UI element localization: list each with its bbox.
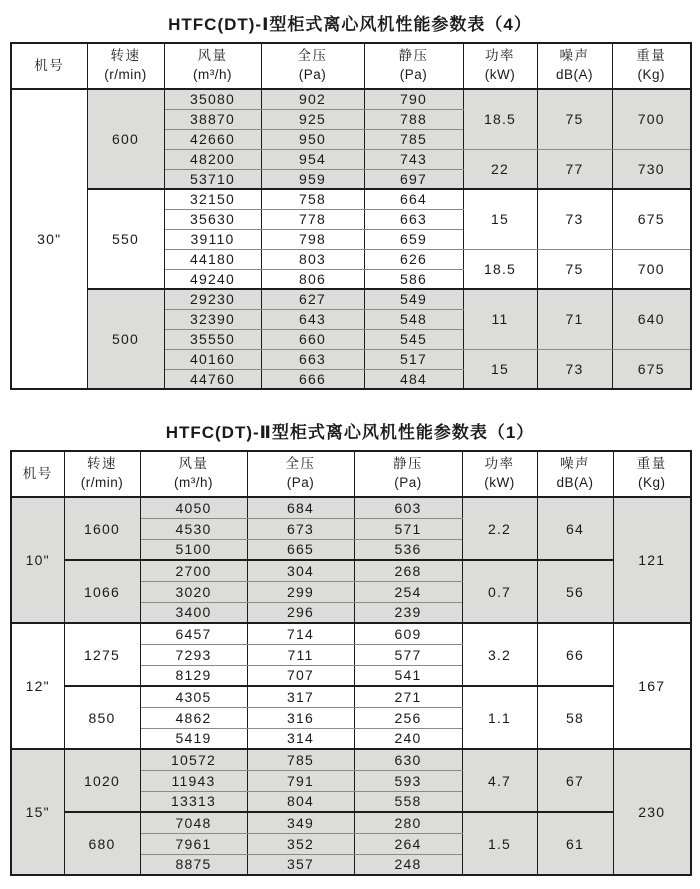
power-cell: 15 xyxy=(463,189,537,249)
total-pressure-cell: 666 xyxy=(261,369,364,389)
weight-cell: 640 xyxy=(612,289,691,349)
flow-cell: 7048 xyxy=(140,812,247,833)
power-cell: 1.1 xyxy=(462,686,537,749)
flow-cell: 48200 xyxy=(164,149,261,169)
header-line1: 机号 xyxy=(34,57,65,73)
header-line1: 功率 xyxy=(485,48,515,64)
table2-title: HTFC(DT)-Ⅱ型柜式离心风机性能参数表（1） xyxy=(165,423,535,442)
document-page xyxy=(0,10,700,881)
static-pressure-cell: 548 xyxy=(364,309,463,329)
table-row xyxy=(11,749,691,770)
total-pressure-cell: 314 xyxy=(247,728,354,749)
static-pressure-cell: 790 xyxy=(364,89,463,109)
header-row xyxy=(11,451,691,497)
flow-cell: 35550 xyxy=(164,329,261,349)
flow-cell: 7961 xyxy=(140,833,247,854)
flow-cell: 32150 xyxy=(164,189,261,209)
static-pressure-cell: 268 xyxy=(354,560,462,581)
power-cell: 2.2 xyxy=(462,497,537,560)
header-line2: (Pa) xyxy=(298,67,327,82)
total-pressure-cell: 714 xyxy=(247,623,354,644)
speed-cell: 550 xyxy=(87,189,164,289)
flow-cell: 5100 xyxy=(140,539,247,560)
header-line1: 风量 xyxy=(197,48,228,64)
header-line2: (Kg) xyxy=(637,67,665,82)
flow-cell: 44760 xyxy=(164,369,261,389)
noise-cell: 73 xyxy=(537,349,612,389)
weight-cell: 700 xyxy=(612,89,691,149)
total-pressure-cell: 798 xyxy=(261,229,364,249)
static-pressure-cell: 659 xyxy=(364,229,463,249)
static-pressure-cell: 586 xyxy=(364,269,463,289)
flow-cell: 40160 xyxy=(164,349,261,369)
total-pressure-cell: 357 xyxy=(247,854,354,875)
header-cell xyxy=(613,451,691,497)
power-cell: 0.7 xyxy=(462,560,537,623)
flow-cell: 4050 xyxy=(140,497,247,518)
flow-cell: 8129 xyxy=(140,665,247,686)
header-line1: 风量 xyxy=(178,456,209,472)
noise-cell: 64 xyxy=(537,497,613,560)
power-cell: 4.7 xyxy=(462,749,537,812)
machine-cell: 30" xyxy=(11,89,87,389)
power-cell: 1.5 xyxy=(462,812,537,875)
header-line2: dB(A) xyxy=(555,67,593,82)
noise-cell: 71 xyxy=(537,289,612,349)
header-cell xyxy=(364,43,463,89)
header-cell xyxy=(537,43,612,89)
table1-title: HTFC(DT)-Ⅰ型柜式离心风机性能参数表（4） xyxy=(168,15,532,34)
flow-cell: 39110 xyxy=(164,229,261,249)
total-pressure-cell: 627 xyxy=(261,289,364,309)
flow-cell: 11943 xyxy=(140,770,247,791)
flow-cell: 49240 xyxy=(164,269,261,289)
flow-cell: 2700 xyxy=(140,560,247,581)
weight-cell: 700 xyxy=(612,249,691,289)
header-line1: 重量 xyxy=(636,456,667,472)
header-line2: dB(A) xyxy=(556,475,594,490)
static-pressure-cell: 271 xyxy=(354,686,462,707)
header-cell xyxy=(11,43,87,89)
header-line1: 全压 xyxy=(285,456,316,472)
flow-cell: 44180 xyxy=(164,249,261,269)
static-pressure-cell: 240 xyxy=(354,728,462,749)
header-line1: 重量 xyxy=(636,48,667,64)
flow-cell: 3020 xyxy=(140,581,247,602)
power-cell: 11 xyxy=(463,289,537,349)
header-line2: (m³/h) xyxy=(193,67,232,82)
header-line1: 转速 xyxy=(87,456,117,472)
table-row xyxy=(11,560,691,581)
static-pressure-cell: 541 xyxy=(354,665,462,686)
flow-cell: 38870 xyxy=(164,109,261,129)
static-pressure-cell: 264 xyxy=(354,833,462,854)
header-cell xyxy=(612,43,691,89)
header-line2: (Kg) xyxy=(637,475,666,490)
header-line1: 功率 xyxy=(484,456,515,472)
machine-cell: 12" xyxy=(11,623,64,749)
table-body xyxy=(11,497,691,875)
header-cell xyxy=(537,451,613,497)
flow-cell: 4305 xyxy=(140,686,247,707)
noise-cell: 75 xyxy=(537,89,612,149)
noise-cell: 61 xyxy=(537,812,613,875)
header-line1: 静压 xyxy=(393,456,423,472)
total-pressure-cell: 711 xyxy=(247,644,354,665)
speed-cell: 600 xyxy=(87,89,164,189)
total-pressure-cell: 925 xyxy=(261,109,364,129)
static-pressure-cell: 517 xyxy=(364,349,463,369)
total-pressure-cell: 684 xyxy=(247,497,354,518)
noise-cell: 67 xyxy=(537,749,613,812)
total-pressure-cell: 643 xyxy=(261,309,364,329)
static-pressure-cell: 484 xyxy=(364,369,463,389)
static-pressure-cell: 785 xyxy=(364,129,463,149)
table-row xyxy=(11,289,691,309)
flow-cell: 35080 xyxy=(164,89,261,109)
flow-cell: 7293 xyxy=(140,644,247,665)
static-pressure-cell: 239 xyxy=(354,602,462,623)
flow-cell: 8875 xyxy=(140,854,247,875)
power-cell: 3.2 xyxy=(462,623,537,686)
total-pressure-cell: 660 xyxy=(261,329,364,349)
static-pressure-cell: 788 xyxy=(364,109,463,129)
table-row xyxy=(11,189,691,209)
static-pressure-cell: 626 xyxy=(364,249,463,269)
total-pressure-cell: 317 xyxy=(247,686,354,707)
header-row xyxy=(11,43,691,89)
header-cell xyxy=(247,451,354,497)
static-pressure-cell: 280 xyxy=(354,812,462,833)
table-header xyxy=(11,43,691,89)
total-pressure-cell: 296 xyxy=(247,602,354,623)
table-row xyxy=(11,497,691,518)
flow-cell: 4862 xyxy=(140,707,247,728)
total-pressure-cell: 665 xyxy=(247,539,354,560)
total-pressure-cell: 352 xyxy=(247,833,354,854)
total-pressure-cell: 785 xyxy=(247,749,354,770)
header-line1: 转速 xyxy=(110,48,141,64)
static-pressure-cell: 558 xyxy=(354,791,462,812)
static-pressure-cell: 545 xyxy=(364,329,463,349)
table-row xyxy=(11,686,691,707)
header-cell xyxy=(463,43,537,89)
header-cell xyxy=(87,43,164,89)
static-pressure-cell: 663 xyxy=(364,209,463,229)
table-row xyxy=(11,89,691,109)
total-pressure-cell: 806 xyxy=(261,269,364,289)
speed-cell: 680 xyxy=(64,812,140,875)
static-pressure-cell: 256 xyxy=(354,707,462,728)
static-pressure-cell: 577 xyxy=(354,644,462,665)
flow-cell: 4530 xyxy=(140,518,247,539)
header-line1: 噪声 xyxy=(559,48,590,64)
table-row xyxy=(11,812,691,833)
header-line2: (Pa) xyxy=(399,67,428,82)
flow-cell: 13313 xyxy=(140,791,247,812)
header-cell xyxy=(140,451,247,497)
static-pressure-cell: 609 xyxy=(354,623,462,644)
header-line2: (r/min) xyxy=(80,475,124,490)
total-pressure-cell: 954 xyxy=(261,149,364,169)
header-line2: (r/min) xyxy=(104,67,147,82)
machine-cell: 10" xyxy=(11,497,64,623)
static-pressure-cell: 603 xyxy=(354,497,462,518)
speed-cell: 1275 xyxy=(64,623,140,686)
header-cell xyxy=(11,451,64,497)
static-pressure-cell: 664 xyxy=(364,189,463,209)
total-pressure-cell: 673 xyxy=(247,518,354,539)
weight-cell: 730 xyxy=(612,149,691,189)
flow-cell: 53710 xyxy=(164,169,261,189)
flow-cell: 5419 xyxy=(140,728,247,749)
total-pressure-cell: 791 xyxy=(247,770,354,791)
total-pressure-cell: 950 xyxy=(261,129,364,149)
total-pressure-cell: 778 xyxy=(261,209,364,229)
perf-table-2 xyxy=(10,450,692,876)
header-cell xyxy=(64,451,140,497)
table-row xyxy=(11,623,691,644)
total-pressure-cell: 663 xyxy=(261,349,364,369)
speed-cell: 1066 xyxy=(64,560,140,623)
flow-cell: 6457 xyxy=(140,623,247,644)
total-pressure-cell: 304 xyxy=(247,560,354,581)
static-pressure-cell: 254 xyxy=(354,581,462,602)
static-pressure-cell: 593 xyxy=(354,770,462,791)
static-pressure-cell: 697 xyxy=(364,169,463,189)
header-cell xyxy=(164,43,261,89)
header-cell xyxy=(462,451,537,497)
power-cell: 15 xyxy=(463,349,537,389)
total-pressure-cell: 758 xyxy=(261,189,364,209)
flow-cell: 35630 xyxy=(164,209,261,229)
header-line2: (Pa) xyxy=(286,475,315,490)
flow-cell: 10572 xyxy=(140,749,247,770)
header-line1: 全压 xyxy=(297,48,328,64)
noise-cell: 56 xyxy=(537,560,613,623)
flow-cell: 29230 xyxy=(164,289,261,309)
weight-cell: 675 xyxy=(612,189,691,249)
weight-cell: 675 xyxy=(612,349,691,389)
total-pressure-cell: 299 xyxy=(247,581,354,602)
header-line1: 静压 xyxy=(398,48,429,64)
table-header xyxy=(11,451,691,497)
flow-cell: 42660 xyxy=(164,129,261,149)
table-body xyxy=(11,89,691,389)
noise-cell: 66 xyxy=(537,623,613,686)
static-pressure-cell: 743 xyxy=(364,149,463,169)
weight-cell: 121 xyxy=(613,497,691,623)
header-line2: (kW) xyxy=(484,475,515,490)
weight-cell: 230 xyxy=(613,749,691,875)
speed-cell: 850 xyxy=(64,686,140,749)
static-pressure-cell: 630 xyxy=(354,749,462,770)
total-pressure-cell: 803 xyxy=(261,249,364,269)
header-cell xyxy=(261,43,364,89)
header-cell xyxy=(354,451,462,497)
noise-cell: 77 xyxy=(537,149,612,189)
static-pressure-cell: 571 xyxy=(354,518,462,539)
noise-cell: 75 xyxy=(537,249,612,289)
weight-cell: 167 xyxy=(613,623,691,749)
power-cell: 18.5 xyxy=(463,89,537,149)
static-pressure-cell: 549 xyxy=(364,289,463,309)
speed-cell: 1020 xyxy=(64,749,140,812)
speed-cell: 500 xyxy=(87,289,164,389)
total-pressure-cell: 349 xyxy=(247,812,354,833)
noise-cell: 73 xyxy=(537,189,612,249)
header-line2: (Pa) xyxy=(394,475,422,490)
machine-cell: 15" xyxy=(11,749,64,875)
static-pressure-cell: 248 xyxy=(354,854,462,875)
total-pressure-cell: 902 xyxy=(261,89,364,109)
power-cell: 18.5 xyxy=(463,249,537,289)
total-pressure-cell: 804 xyxy=(247,791,354,812)
flow-cell: 3400 xyxy=(140,602,247,623)
flow-cell: 32390 xyxy=(164,309,261,329)
power-cell: 22 xyxy=(463,149,537,189)
noise-cell: 58 xyxy=(537,686,613,749)
header-line2: (kW) xyxy=(484,67,516,82)
header-line2: (m³/h) xyxy=(174,475,213,490)
header-line1: 噪声 xyxy=(560,456,590,472)
total-pressure-cell: 959 xyxy=(261,169,364,189)
total-pressure-cell: 316 xyxy=(247,707,354,728)
total-pressure-cell: 707 xyxy=(247,665,354,686)
static-pressure-cell: 536 xyxy=(354,539,462,560)
header-line1: 机号 xyxy=(22,465,53,481)
perf-table-1 xyxy=(10,42,692,390)
speed-cell: 1600 xyxy=(64,497,140,560)
